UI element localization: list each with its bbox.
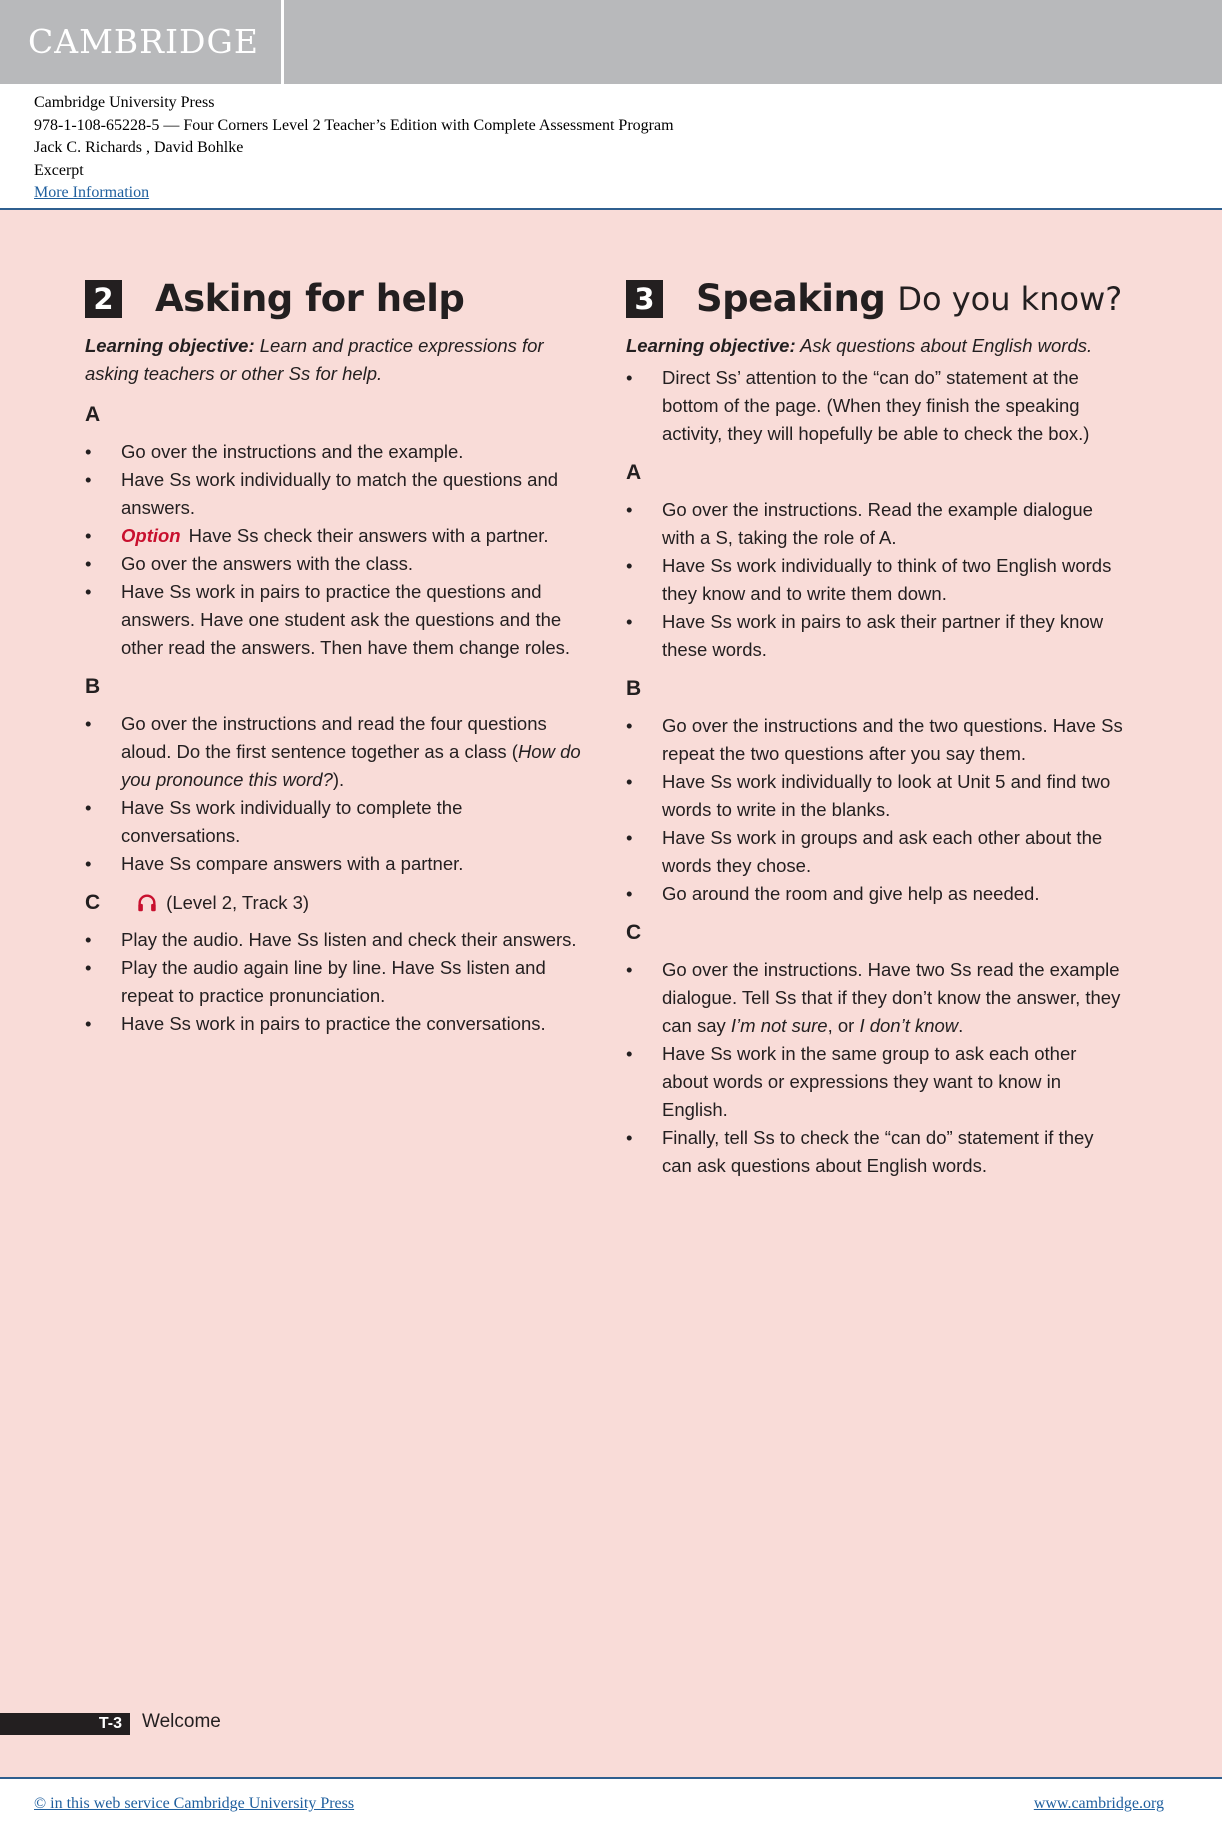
list-item: • Play the audio. Have Ss listen and check their answers. — [85, 926, 585, 954]
right-column — [626, 276, 1126, 1180]
section-subtitle: Do you know? — [897, 280, 1123, 318]
page-number-tab — [0, 1713, 130, 1735]
list-item: • Have Ss work individually to match the questions and answers. — [85, 466, 585, 522]
subsection-label: B — [85, 675, 101, 698]
list-item-text: ). — [332, 769, 345, 790]
learning-objective — [85, 332, 585, 388]
footer — [34, 1795, 1164, 1813]
list-item: • Have Ss work in groups and ask each other about the words they chose. — [626, 824, 1126, 880]
subsection-label: C — [85, 891, 101, 914]
list-item-text: Go over the instructions. Have two Ss read the example dialogue. Tell Ss that if they don’t know the answer, they can say — [662, 959, 1121, 1036]
list-item — [626, 956, 1126, 1040]
subsection-heading — [85, 888, 585, 918]
objective-label: Learning objective: — [626, 335, 796, 356]
left-column — [85, 276, 585, 1038]
header-divider — [281, 0, 284, 84]
instruction-list — [85, 926, 585, 1038]
page-section-name: Welcome — [142, 1711, 221, 1732]
subsection-label: A — [626, 461, 642, 484]
more-information-link[interactable]: More Information — [34, 184, 150, 202]
section-heading — [626, 276, 1126, 322]
list-item: • Finally, tell Ss to check the “can do” statement if they can ask questions about English words. — [626, 1124, 1126, 1180]
section-heading — [85, 276, 585, 322]
bottom-rule — [0, 1777, 1222, 1779]
section-number: 3 — [626, 280, 663, 318]
list-item: • Have Ss work in pairs to practice the questions and answers. Have one student ask the questions and the other read the answers. Then have them change roles. — [85, 578, 585, 662]
list-item: • Go over the instructions. Read the example dialogue with a S, taking the role of A. — [626, 496, 1126, 552]
list-item: • Have Ss work individually to look at Unit 5 and find two words to write in the blanks. — [626, 768, 1126, 824]
list-item-text: Go over the instructions and read the four questions aloud. Do the first sentence together as a class ( — [121, 713, 547, 762]
example-phrase: I’m not sure — [730, 1015, 828, 1036]
list-item: • Have Ss work individually to complete the conversations. — [85, 794, 585, 850]
authors: Jack C. Richards , David Bohlke — [34, 139, 244, 157]
subsection-label: B — [626, 677, 642, 700]
intro-list — [626, 364, 1126, 448]
instruction-list — [85, 710, 585, 878]
isbn-line: 978-1-108-65228-5 — Four Corners Level 2 Teacher’s Edition with Complete Assessment Program — [34, 116, 674, 134]
list-item: • Direct Ss’ attention to the “can do” statement at the bottom of the page. (When they finish the speaking activity, they will hopefully be able to check the box.) — [626, 364, 1126, 448]
objective-text: Learn and practice expressions for asking teachers or other Ss for help. — [85, 335, 544, 384]
list-item: • Go around the room and give help as needed. — [626, 880, 1126, 908]
instruction-list — [626, 712, 1126, 908]
section-title: Speaking — [696, 277, 886, 320]
list-item-text: Have Ss check their answers with a partner. — [188, 525, 549, 546]
list-item: • Have Ss work in pairs to ask their partner if they know these words. — [626, 608, 1126, 664]
instruction-list — [85, 438, 585, 662]
list-item: • Go over the instructions and the example. — [85, 438, 585, 466]
learning-objective — [626, 332, 1126, 360]
section-title: Asking for help — [155, 277, 465, 320]
list-item-text: , or — [827, 1015, 860, 1036]
excerpt-label: Excerpt — [34, 161, 84, 179]
list-item — [85, 522, 585, 550]
page-number: T-3 — [98, 1715, 122, 1732]
list-item — [85, 710, 585, 794]
section-number: 2 — [85, 280, 122, 318]
website-link[interactable]: www.cambridge.org — [1033, 1795, 1164, 1812]
subsection-label: C — [626, 921, 642, 944]
list-item: • Have Ss work in pairs to practice the conversations. — [85, 1010, 585, 1038]
audio-track-label: (Level 2, Track 3) — [166, 892, 310, 913]
book-meta — [34, 92, 674, 205]
list-item: • Go over the answers with the class. — [85, 550, 585, 578]
list-item: • Play the audio again line by line. Have Ss listen and repeat to practice pronunciation. — [85, 954, 585, 1010]
list-item: • Have Ss work individually to think of two English words they know and to write them down. — [626, 552, 1126, 608]
headphones-icon — [136, 892, 158, 914]
list-item: • Have Ss work in the same group to ask each other about words or expressions they want to know in English. — [626, 1040, 1126, 1124]
copyright-link[interactable]: © in this web service Cambridge University Press — [34, 1795, 355, 1812]
objective-text: Ask questions about English words. — [800, 335, 1093, 356]
instruction-list — [626, 496, 1126, 664]
objective-label: Learning objective: — [85, 335, 255, 356]
list-item: • Go over the instructions and the two questions. Have Ss repeat the two questions after you say them. — [626, 712, 1126, 768]
list-item-text: . — [958, 1015, 964, 1036]
subsection-label: A — [85, 403, 101, 426]
example-question: How do you pronounce this word? — [121, 741, 581, 790]
publisher: Cambridge University Press — [34, 94, 215, 111]
header-bar — [0, 0, 1222, 84]
cambridge-logo: CAMBRIDGE — [28, 22, 259, 61]
list-item: • Have Ss compare answers with a partner. — [85, 850, 585, 878]
example-phrase: I don’t know — [859, 1015, 959, 1036]
option-label: Option — [121, 525, 181, 546]
instruction-list — [626, 956, 1126, 1180]
